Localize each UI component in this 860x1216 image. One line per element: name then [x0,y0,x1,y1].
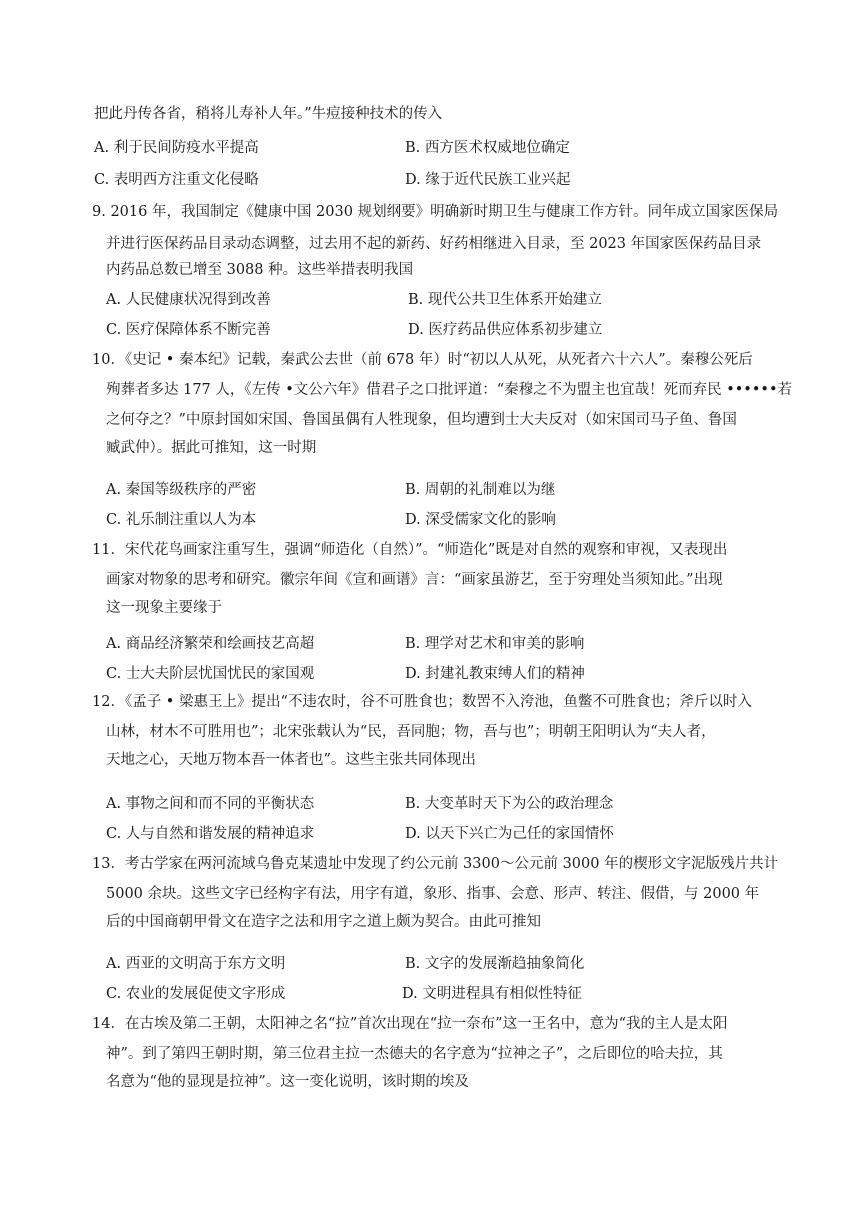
q10-option-b: B. 周朝的礼制难以为继 [405,482,556,498]
q11-stem-line-2: 画家对物象的思考和研究。徽宗年间《宣和画谱》言：“画家虽游艺，至于穷理处当须知此。”出现 [106,572,723,588]
q10-stem-line-4: 臧武仲）。据此可推知，这一时期 [106,440,317,456]
q14-stem-line-2: 神”。到了第四王朝时期，第三位君主拉一杰德夫的名字意为“拉神之子”，之后即位的哈夫拉，其 [106,1046,723,1062]
q11-stem-line-3: 这一现象主要缘于 [106,600,222,616]
q11-stem-line-1: 11．宋代花鸟画家注重写生，强调“师造化（自然）”。“师造化”既是对自然的观察和审视，又表现出 [92,542,728,558]
q14-stem-line-1: 14．在古埃及第二王朝，太阳神之名“拉”首次出现在“拉一奈布”这一王名中，意为“我的主人是太阳 [92,1016,728,1032]
q13-stem-line-1: 13．考古学家在两河流域乌鲁克某遗址中发现了约公元前 3300～公元前 3000 年的楔形文字泥版残片共计 [92,856,779,872]
q9-option-a: A. 人民健康状况得到改善 [106,292,271,308]
q12-option-a: A. 事物之间和而不同的平衡状态 [106,796,315,812]
q9-stem-line-1: 9. 2016 年，我国制定《健康中国 2030 规划纲要》明确新时期卫生与健康工作方针。同年成立国家医保局 [92,204,779,220]
q13-option-d: D. 文明进程具有相似性特征 [402,986,582,1002]
q9-option-b: B. 现代公共卫生体系开始建立 [408,292,602,308]
q12-option-d: D. 以天下兴亡为己任的家国情怀 [405,826,614,842]
q12-option-b: B. 大变革时天下为公的政治理念 [405,796,614,812]
q8-option-a: A. 利于民间防疫水平提高 [94,140,259,156]
q13-option-b: B. 文字的发展渐趋抽象简化 [405,956,585,972]
q12-stem-line-1: 12．《孟子 • 梁惠王上》提出“不违农时，谷不可胜食也；数罟不入洿池，鱼鳖不可胜食也；斧斤以时入 [92,694,752,710]
q8-option-c: C. 表明西方注重文化侵略 [94,172,259,188]
q13-option-c: C. 农业的发展促使文字形成 [106,986,286,1002]
q12-option-c: C. 人与自然和谐发展的精神追求 [106,826,315,842]
q9-stem-line-3: 内药品总数已增至 3088 种。这些举措表明我国 [106,262,414,278]
q11-option-b: B. 理学对艺术和审美的影响 [405,636,585,652]
q10-option-d: D. 深受儒家文化的影响 [405,512,556,528]
q11-option-d: D. 封建礼教束缚人们的精神 [405,666,585,682]
q13-stem-line-2: 5000 余块。这些文字已经构字有法，用字有道，象形、指事、会意、形声、转注、假借，与 2000 年 [106,886,760,902]
q8-option-d: D. 缘于近代民族工业兴起 [405,172,571,188]
q10-stem-line-1: 10．《史记 • 秦本纪》记载，秦武公去世（前 678 年）时“初以人从死，从死者六十六人”。秦穆公死后 [92,352,753,368]
q11-option-a: A. 商品经济繁荣和绘画技艺高超 [106,636,315,652]
q8-stem-tail: 把此丹传各省，稍将儿寿补人年。”牛痘接种技术的传入 [94,106,443,122]
q9-option-d: D. 医疗药品供应体系初步建立 [408,322,603,338]
q10-stem-line-3: 之何夺之？”中原封国如宋国、鲁国虽偶有人牲现象，但均遭到士大夫反对（如宋国司马子鱼、鲁国 [106,412,737,428]
q14-stem-line-3: 名意为“他的显现是拉神”。这一变化说明，该时期的埃及 [106,1074,469,1090]
q9-option-c: C. 医疗保障体系不断完善 [106,322,271,338]
q11-option-c: C. 士大夫阶层忧国忧民的家国观 [106,666,315,682]
q12-stem-line-2: 山林，材木不可胜用也”；北宋张载认为“民，吾同胞；物，吾与也”；明朝王阳明认为“夫人者， [106,724,716,740]
q13-option-a: A. 西亚的文明高于东方文明 [106,956,286,972]
q12-stem-line-3: 天地之心，天地万物本吾一体者也”。这些主张共同体现出 [106,752,476,768]
q10-option-c: C. 礼乐制注重以人为本 [106,512,257,528]
q13-stem-line-3: 后的中国商朝甲骨文在造字之法和用字之道上颇为契合。由此可推知 [106,914,541,930]
q8-option-b: B. 西方医术权威地位确定 [405,140,570,156]
q10-option-a: A. 秦国等级秩序的严密 [106,482,257,498]
q10-stem-line-2: 殉葬者多达 177 人，《左传 •文公六年》借君子之口批评道：“秦穆之不为盟主也宜哉！死而弃民 ••••••若 [106,382,793,398]
q9-stem-line-2: 并进行医保药品目录动态调整，过去用不起的新药、好药相继进入目录，至 2023 年国家医保药品目录 [106,236,762,252]
